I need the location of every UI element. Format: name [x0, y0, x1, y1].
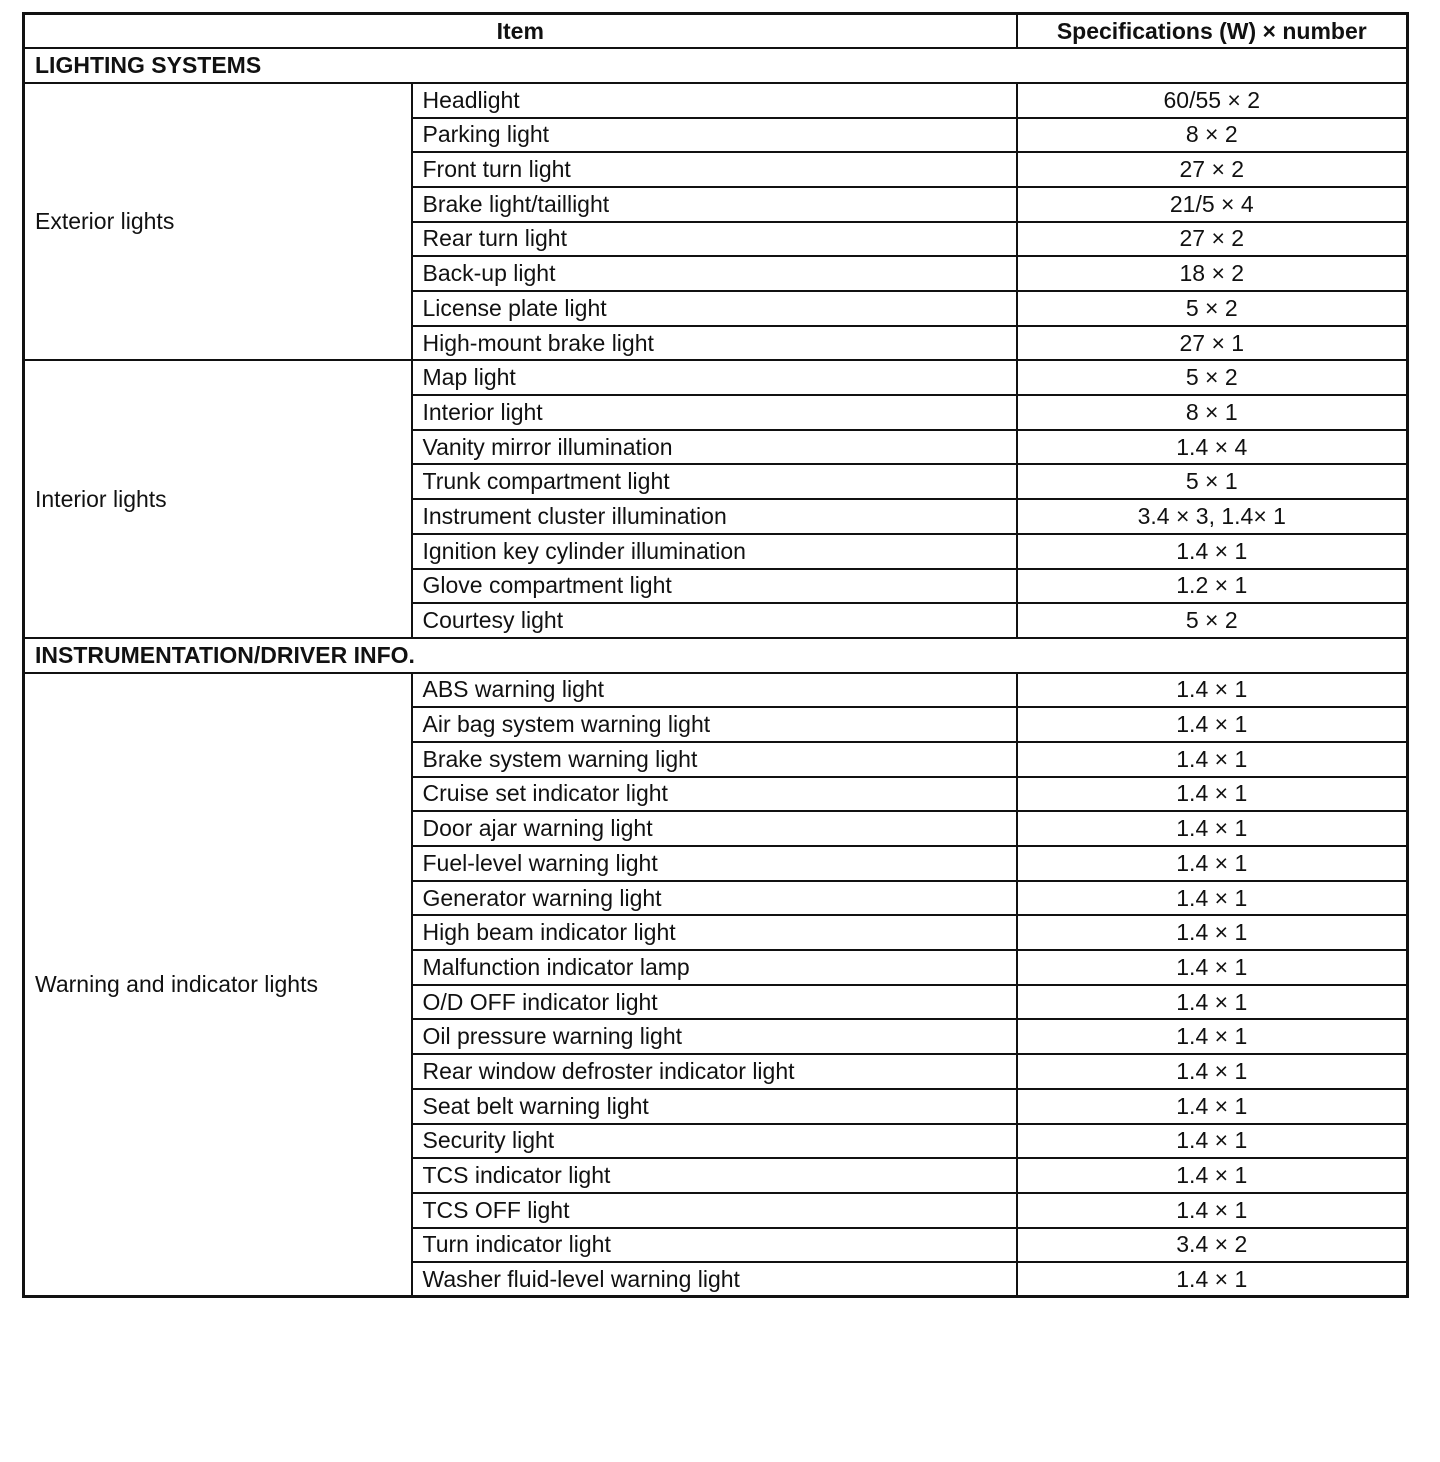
spec-cell: 1.4 × 1	[1017, 881, 1408, 916]
spec-cell: 1.4 × 1	[1017, 534, 1408, 569]
spec-column-header: Specifications (W) × number	[1017, 14, 1408, 49]
section-row	[24, 638, 1408, 673]
group-label: Exterior lights	[24, 83, 412, 361]
item-cell: Security light	[412, 1124, 1017, 1159]
item-cell: Map light	[412, 360, 1017, 395]
item-cell: Front turn light	[412, 152, 1017, 187]
spec-cell: 8 × 1	[1017, 395, 1408, 430]
table-header-row	[24, 14, 1408, 49]
section-row	[24, 48, 1408, 83]
spec-cell: 27 × 2	[1017, 222, 1408, 257]
table-row	[24, 83, 1408, 118]
spec-cell: 1.4 × 1	[1017, 846, 1408, 881]
spec-cell: 1.4 × 1	[1017, 811, 1408, 846]
group-label: Warning and indicator lights	[24, 673, 412, 1297]
item-cell: Vanity mirror illumination	[412, 430, 1017, 465]
spec-cell: 1.4 × 1	[1017, 1019, 1408, 1054]
item-cell: Fuel-level warning light	[412, 846, 1017, 881]
item-cell: Instrument cluster illumination	[412, 499, 1017, 534]
spec-cell: 27 × 2	[1017, 152, 1408, 187]
spec-cell: 5 × 1	[1017, 464, 1408, 499]
item-cell: Seat belt warning light	[412, 1089, 1017, 1124]
item-cell: Air bag system warning light	[412, 707, 1017, 742]
spec-cell: 1.4 × 1	[1017, 985, 1408, 1020]
spec-cell: 1.4 × 1	[1017, 1262, 1408, 1297]
item-cell: Malfunction indicator lamp	[412, 950, 1017, 985]
spec-cell: 1.4 × 1	[1017, 673, 1408, 708]
item-cell: Turn indicator light	[412, 1228, 1017, 1263]
spec-cell: 1.4 × 4	[1017, 430, 1408, 465]
spec-cell: 5 × 2	[1017, 360, 1408, 395]
spec-cell: 1.4 × 1	[1017, 950, 1408, 985]
item-cell: Back-up light	[412, 256, 1017, 291]
spec-cell: 3.4 × 2	[1017, 1228, 1408, 1263]
spec-cell: 18 × 2	[1017, 256, 1408, 291]
item-cell: TCS OFF light	[412, 1193, 1017, 1228]
spec-cell: 60/55 × 2	[1017, 83, 1408, 118]
item-cell: TCS indicator light	[412, 1158, 1017, 1193]
group-label: Interior lights	[24, 360, 412, 638]
section-title: LIGHTING SYSTEMS	[24, 48, 1408, 83]
spec-cell: 1.4 × 1	[1017, 742, 1408, 777]
bulb-specifications-table	[22, 12, 1409, 1298]
item-cell: High beam indicator light	[412, 915, 1017, 950]
item-cell: Ignition key cylinder illumination	[412, 534, 1017, 569]
item-cell: Headlight	[412, 83, 1017, 118]
item-cell: Brake light/taillight	[412, 187, 1017, 222]
spec-cell: 1.4 × 1	[1017, 1193, 1408, 1228]
spec-cell: 3.4 × 3, 1.4× 1	[1017, 499, 1408, 534]
spec-cell: 1.4 × 1	[1017, 1089, 1408, 1124]
item-cell: O/D OFF indicator light	[412, 985, 1017, 1020]
spec-cell: 5 × 2	[1017, 291, 1408, 326]
table-row	[24, 673, 1408, 708]
table-body	[24, 48, 1408, 1297]
item-cell: Rear window defroster indicator light	[412, 1054, 1017, 1089]
item-cell: Generator warning light	[412, 881, 1017, 916]
item-cell: Glove compartment light	[412, 569, 1017, 604]
item-cell: Washer fluid-level warning light	[412, 1262, 1017, 1297]
section-title: INSTRUMENTATION/DRIVER INFO.	[24, 638, 1408, 673]
spec-cell: 1.4 × 1	[1017, 1054, 1408, 1089]
item-cell: Brake system warning light	[412, 742, 1017, 777]
spec-cell: 8 × 2	[1017, 118, 1408, 153]
item-cell: Courtesy light	[412, 603, 1017, 638]
spec-cell: 1.4 × 1	[1017, 707, 1408, 742]
item-cell: Door ajar warning light	[412, 811, 1017, 846]
item-cell: Oil pressure warning light	[412, 1019, 1017, 1054]
item-cell: Trunk compartment light	[412, 464, 1017, 499]
item-cell: Interior light	[412, 395, 1017, 430]
spec-cell: 27 × 1	[1017, 326, 1408, 361]
spec-cell: 1.4 × 1	[1017, 777, 1408, 812]
spec-cell: 1.2 × 1	[1017, 569, 1408, 604]
spec-cell: 1.4 × 1	[1017, 915, 1408, 950]
spec-cell: 5 × 2	[1017, 603, 1408, 638]
item-cell: Cruise set indicator light	[412, 777, 1017, 812]
item-cell: Parking light	[412, 118, 1017, 153]
item-column-header: Item	[24, 14, 1017, 49]
spec-cell: 21/5 × 4	[1017, 187, 1408, 222]
item-cell: License plate light	[412, 291, 1017, 326]
item-cell: ABS warning light	[412, 673, 1017, 708]
spec-cell: 1.4 × 1	[1017, 1158, 1408, 1193]
item-cell: Rear turn light	[412, 222, 1017, 257]
spec-cell: 1.4 × 1	[1017, 1124, 1408, 1159]
item-cell: High-mount brake light	[412, 326, 1017, 361]
table-row	[24, 360, 1408, 395]
